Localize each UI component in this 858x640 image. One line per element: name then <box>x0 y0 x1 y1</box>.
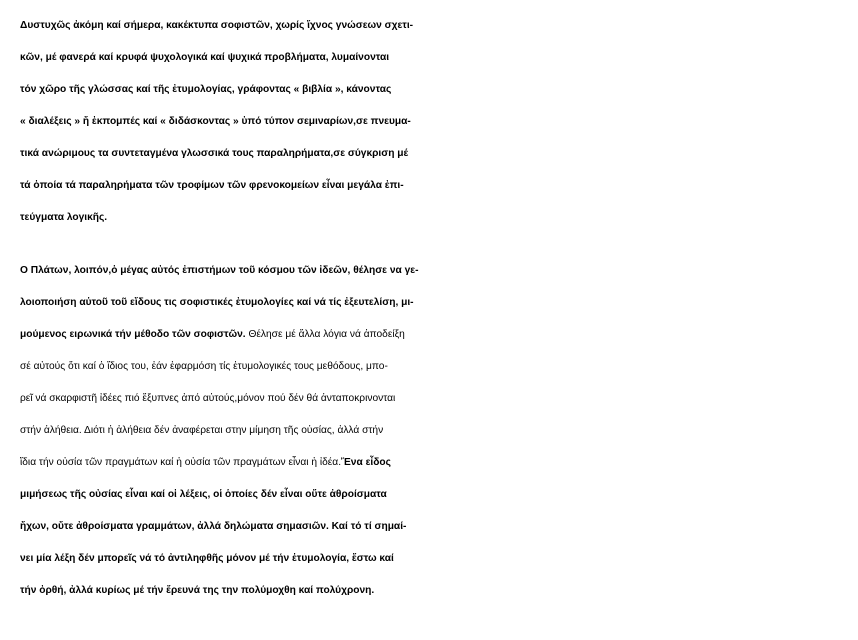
text-line: τικά ανώριμους τα συντεταγμένα γλωσσικά τους παραληρήματα,σε σύγκριση μέ <box>20 148 409 159</box>
text-line <box>20 319 850 351</box>
bold-text-span: Ἕνα εἶδος <box>341 457 391 468</box>
paragraph-1 <box>20 10 850 234</box>
text-line: τεύγματα λογικῆς. <box>20 212 108 223</box>
regular-text-span: Θέλησε μέ ἄλλα λόγια νά ἀποδείξη <box>245 329 405 340</box>
text-line: Δυστυχῶς ἀκόμη καί σήμερα, κακέκτυπα σοφιστῶν, χωρίς ἴχνος γνώσεων σχετι- <box>20 20 414 31</box>
text-line <box>20 447 850 479</box>
text-line: στήν ἀλήθεια. Διότι ἡ ἀλήθεια δέν ἀναφέρεται στην μίμηση τῆς οὐσίας, ἀλλά στήν <box>20 425 384 436</box>
text-line: μιμήσεως τῆς οὐσίας εἶναι καί οἱ λέξεις, οἱ ὁποίες δέν εἶναι οὔτε ἀθροίσματα <box>20 489 387 500</box>
text-line: νει μία λέξη δέν μπορεῖς νά τό ἀντιληφθῆς μόνον μέ τήν ἐτυμολογία, ἔστω καί <box>20 553 394 564</box>
text-line: ρεῖ νά σκαρφιστῆ ἰδέες πιό ἔξυπνες ἀπό αὐτούς,μόνον πού δέν θά ἀνταποκρινονται <box>20 393 396 404</box>
text-line: τά ὁποία τά παραληρήματα τῶν τροφίμων τῶν φρενοκομείων εἶναι μεγάλα ἐπι- <box>20 180 404 191</box>
text-line: « διαλέξεις » ἤ ἐκπομπές καί « διδάσκοντας » ὑπό τύπον σεμιναρίων,σε πνευμα- <box>20 116 411 127</box>
text-line: κῶν, μέ φανερά καί κρυφά ψυχολογικά καί ψυχικά προβλήματα, λυμαίνονται <box>20 52 390 63</box>
text-line: σέ αὐτούς ὅτι καί ὁ ἴδιος του, ἐάν ἐφαρμόση τίς ἐτυμολογικές τους μεθόδους, μπο- <box>20 361 388 372</box>
document-page <box>20 10 850 607</box>
text-line: ἤχων, οὔτε ἀθροίσματα γραμμάτων, ἀλλά δηλώματα σημασιῶν. Καί τό τί σημαί- <box>20 521 407 532</box>
regular-text-span: ἴδια τήν οὐσία τῶν πραγμάτων καί ἡ οὐσία τῶν πραγμάτων εἶναι ἡ ἰδέα. <box>20 457 342 468</box>
text-line: τήν ὀρθή, ἀλλά κυρίως μέ τήν ἔρευνά της την πολύμοχθη καί πολύχρονη. <box>20 585 375 596</box>
text-line: Ο Πλάτων, λοιπόν,ὁ μέγας αὐτός ἐπιστήμων τοῦ κόσμου τῶν ἰδεῶν, θέλησε να γε- <box>20 265 419 276</box>
text-line: λοιοποιήση αὐτοῦ τοῦ εἴδους τις σοφιστικές ἐτυμολογίες καί νά τίς ἐξευτελίση, μι- <box>20 297 414 308</box>
paragraph-spacer <box>20 234 850 255</box>
paragraph-2 <box>20 255 850 607</box>
bold-text-span: μούμενος ειρωνικά τήν μέθοδο τῶν σοφιστῶν. <box>20 329 246 340</box>
text-line: τόν χῶρο τῆς γλώσσας καί τῆς ἐτυμολογίας, γράφοντας « βιβλία », κάνοντας <box>20 84 392 95</box>
